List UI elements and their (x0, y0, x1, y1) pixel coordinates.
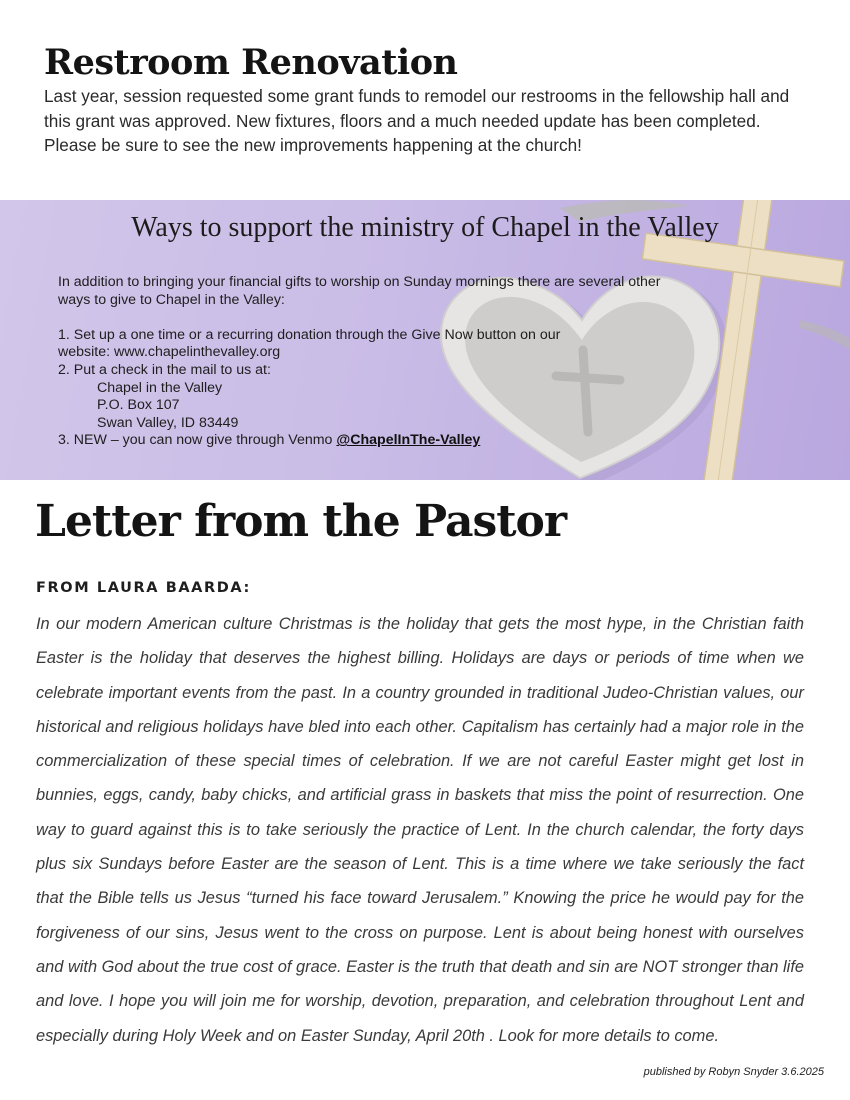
letter-body: In our modern American culture Christmas is the holiday that gets the most hype, in the Christian faith Easter is the holiday that deserves the highest billing. Holidays are days or periods of time when we celebrate important events from the past. In a country grounded in traditional Judeo-Christian values, our historical and religious holidays have bled into each other. Capitalism has certainly had a major role in the commercialization of these special times of celebration. If we are not careful Easter might get lost in bunnies, eggs, candy, baby chicks, and artificial grass in baskets that miss the point of resurrection. One way to guard against this is to take seriously the practice of Lent. In the church calendar, the forty days plus six Sundays before Easter are the season of Lent. This is a time where we take seriously the fact that the Bible tells us Jesus “turned his face toward Jerusalem.” Knowing the price he would pay for the forgiveness of our sins, Jesus went to the cross on purpose. Lent is about being honest with ourselves and with God about the true cost of grace. Easter is the truth that death and sin are NOT stronger than life and love. I hope you will join me for worship, devotion, preparation, and celebration throughout Lent and especially during Holy Week and on Easter Sunday, April 20th . Look for more details to come. (36, 615, 804, 1045)
give-option-1: 1. Set up a one time or a recurring donation through the Give Now button on our (58, 326, 561, 343)
address-box: P.O. Box 107 (97, 397, 180, 414)
letter-author: FROM LAURA BAARDA: (36, 580, 251, 596)
support-banner (0, 200, 850, 480)
give-option-3 (58, 432, 738, 450)
address-name: Chapel in the Valley (97, 379, 223, 396)
published-credit: published by Robyn Snyder 3.6.2025 (643, 1066, 824, 1078)
renovation-body: Last year, session requested some grant funds to remodel our restrooms in the fellowship hall and this grant was approved. New fixtures, floors and a much needed update has been completed. Please be sure to see the new improvements happening at the church! (44, 86, 790, 155)
give-option-1-website: website: www.chapelinthevalley.org (58, 344, 281, 361)
address-city: Swan Valley, ID 83449 (97, 414, 239, 431)
renovation-title: Restroom Renovation (44, 42, 458, 83)
letter-title: Letter from the Pastor (35, 496, 567, 547)
support-intro-line: ways to give to Chapel in the Valley: (58, 291, 285, 308)
support-intro-line: In addition to bringing your financial gifts to worship on Sunday mornings there are several other (58, 274, 661, 290)
venmo-link[interactable]: @ChapelInThe-Valley (336, 432, 481, 449)
support-text (58, 274, 738, 450)
venmo-prefix: 3. NEW – you can now give through Venmo (58, 432, 337, 449)
give-option-2: 2. Put a check in the mail to us at: (58, 361, 271, 378)
support-title: Ways to support the ministry of Chapel in the Valley (131, 212, 719, 243)
